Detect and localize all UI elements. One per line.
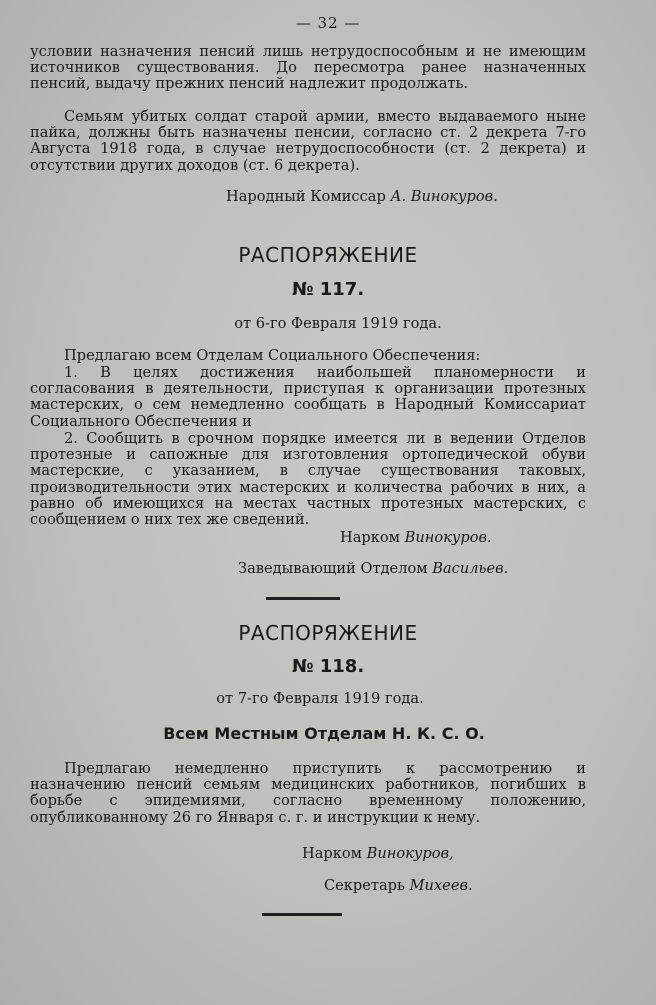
order-118-number: № 118. — [291, 656, 365, 677]
order-117-lead: Предлагаю всем Отделам Социального Обеспечения: — [64, 347, 481, 364]
intro-paragraph-2: Семьям убитых солдат старой армии, вместо выдаваемого ныне пайка, должны быть назначены пенсии, согласно ст. 2 декрета 7-го Августа 1918 года, в случае нетрудоспособности (ст. 2 декрета) и отсутствии других доходов (ст. 6 декрета). — [30, 108, 586, 174]
section-divider — [266, 597, 340, 600]
order-118-text: Предлагаю немедленно приступить к рассмотрению и назначению пенсий семьям медицинских работников, погибших в борьбе с эпидемиями, согласно временному положению, опубликованному 26 го Января с. г. и инструкции к нему. — [30, 760, 586, 826]
intro-signature — [226, 188, 498, 205]
bottom-divider — [262, 913, 342, 916]
signature-name: Винокуров, — [366, 845, 454, 862]
intro-paragraph-1: условии назначения пенсий лишь нетрудоспособным и не имеющим источников существования. До пересмотра ранее назначенных пенсий, выдачу прежних пенсий надлежит продолжать. — [30, 43, 586, 93]
order-118-date: от 7-го Февраля 1919 года. — [216, 690, 424, 707]
order-118-heading: РАСПОРЯЖЕНИЕ — [238, 621, 418, 645]
signature-title: Заведывающий Отделом — [238, 560, 428, 577]
signature-title: Нарком — [340, 529, 401, 546]
order-117-heading: РАСПОРЯЖЕНИЕ — [238, 243, 418, 267]
order-117-item-2: 2. Сообщить в срочном порядке имеется ли в ведении Отделов протезные и сапожные для изготовления ортопедической обуви мастерские, с указанием, в случае существования таковых, производительности этих мастерских и количества рабочих в них, а равно об имеющихся на местах частных протезных мастерских, с сообщением о них тех же сведений. — [30, 430, 586, 529]
order-117-date: от 6-го Февраля 1919 года. — [234, 315, 442, 332]
order-117-signature-2 — [238, 560, 508, 577]
order-117-signature-1 — [340, 529, 492, 546]
order-118-signature-2 — [324, 877, 473, 894]
signature-title: Народный Комиссар — [226, 188, 386, 205]
page-number: — 32 — — [295, 14, 361, 32]
order-117-item-1: 1. В целях достижения наибольшей планомерности и согласования в деятельности, приступая к организации протезных мастерских, о сем немедленно сообщать в Народный Комиссариат Социального Обеспечения и — [30, 364, 586, 430]
signature-title: Нарком — [302, 845, 363, 862]
signature-name: Винокуров. — [404, 529, 492, 546]
order-118-address: Всем Местным Отделам Н. К. С. О. — [163, 724, 485, 743]
signature-title: Секретарь — [324, 877, 405, 894]
signature-name: А. Винокуров. — [390, 188, 498, 205]
signature-name: Михеев. — [409, 877, 473, 894]
order-117-number: № 117. — [291, 279, 365, 300]
signature-name: Васильев. — [432, 560, 509, 577]
order-118-signature-1 — [302, 845, 454, 862]
